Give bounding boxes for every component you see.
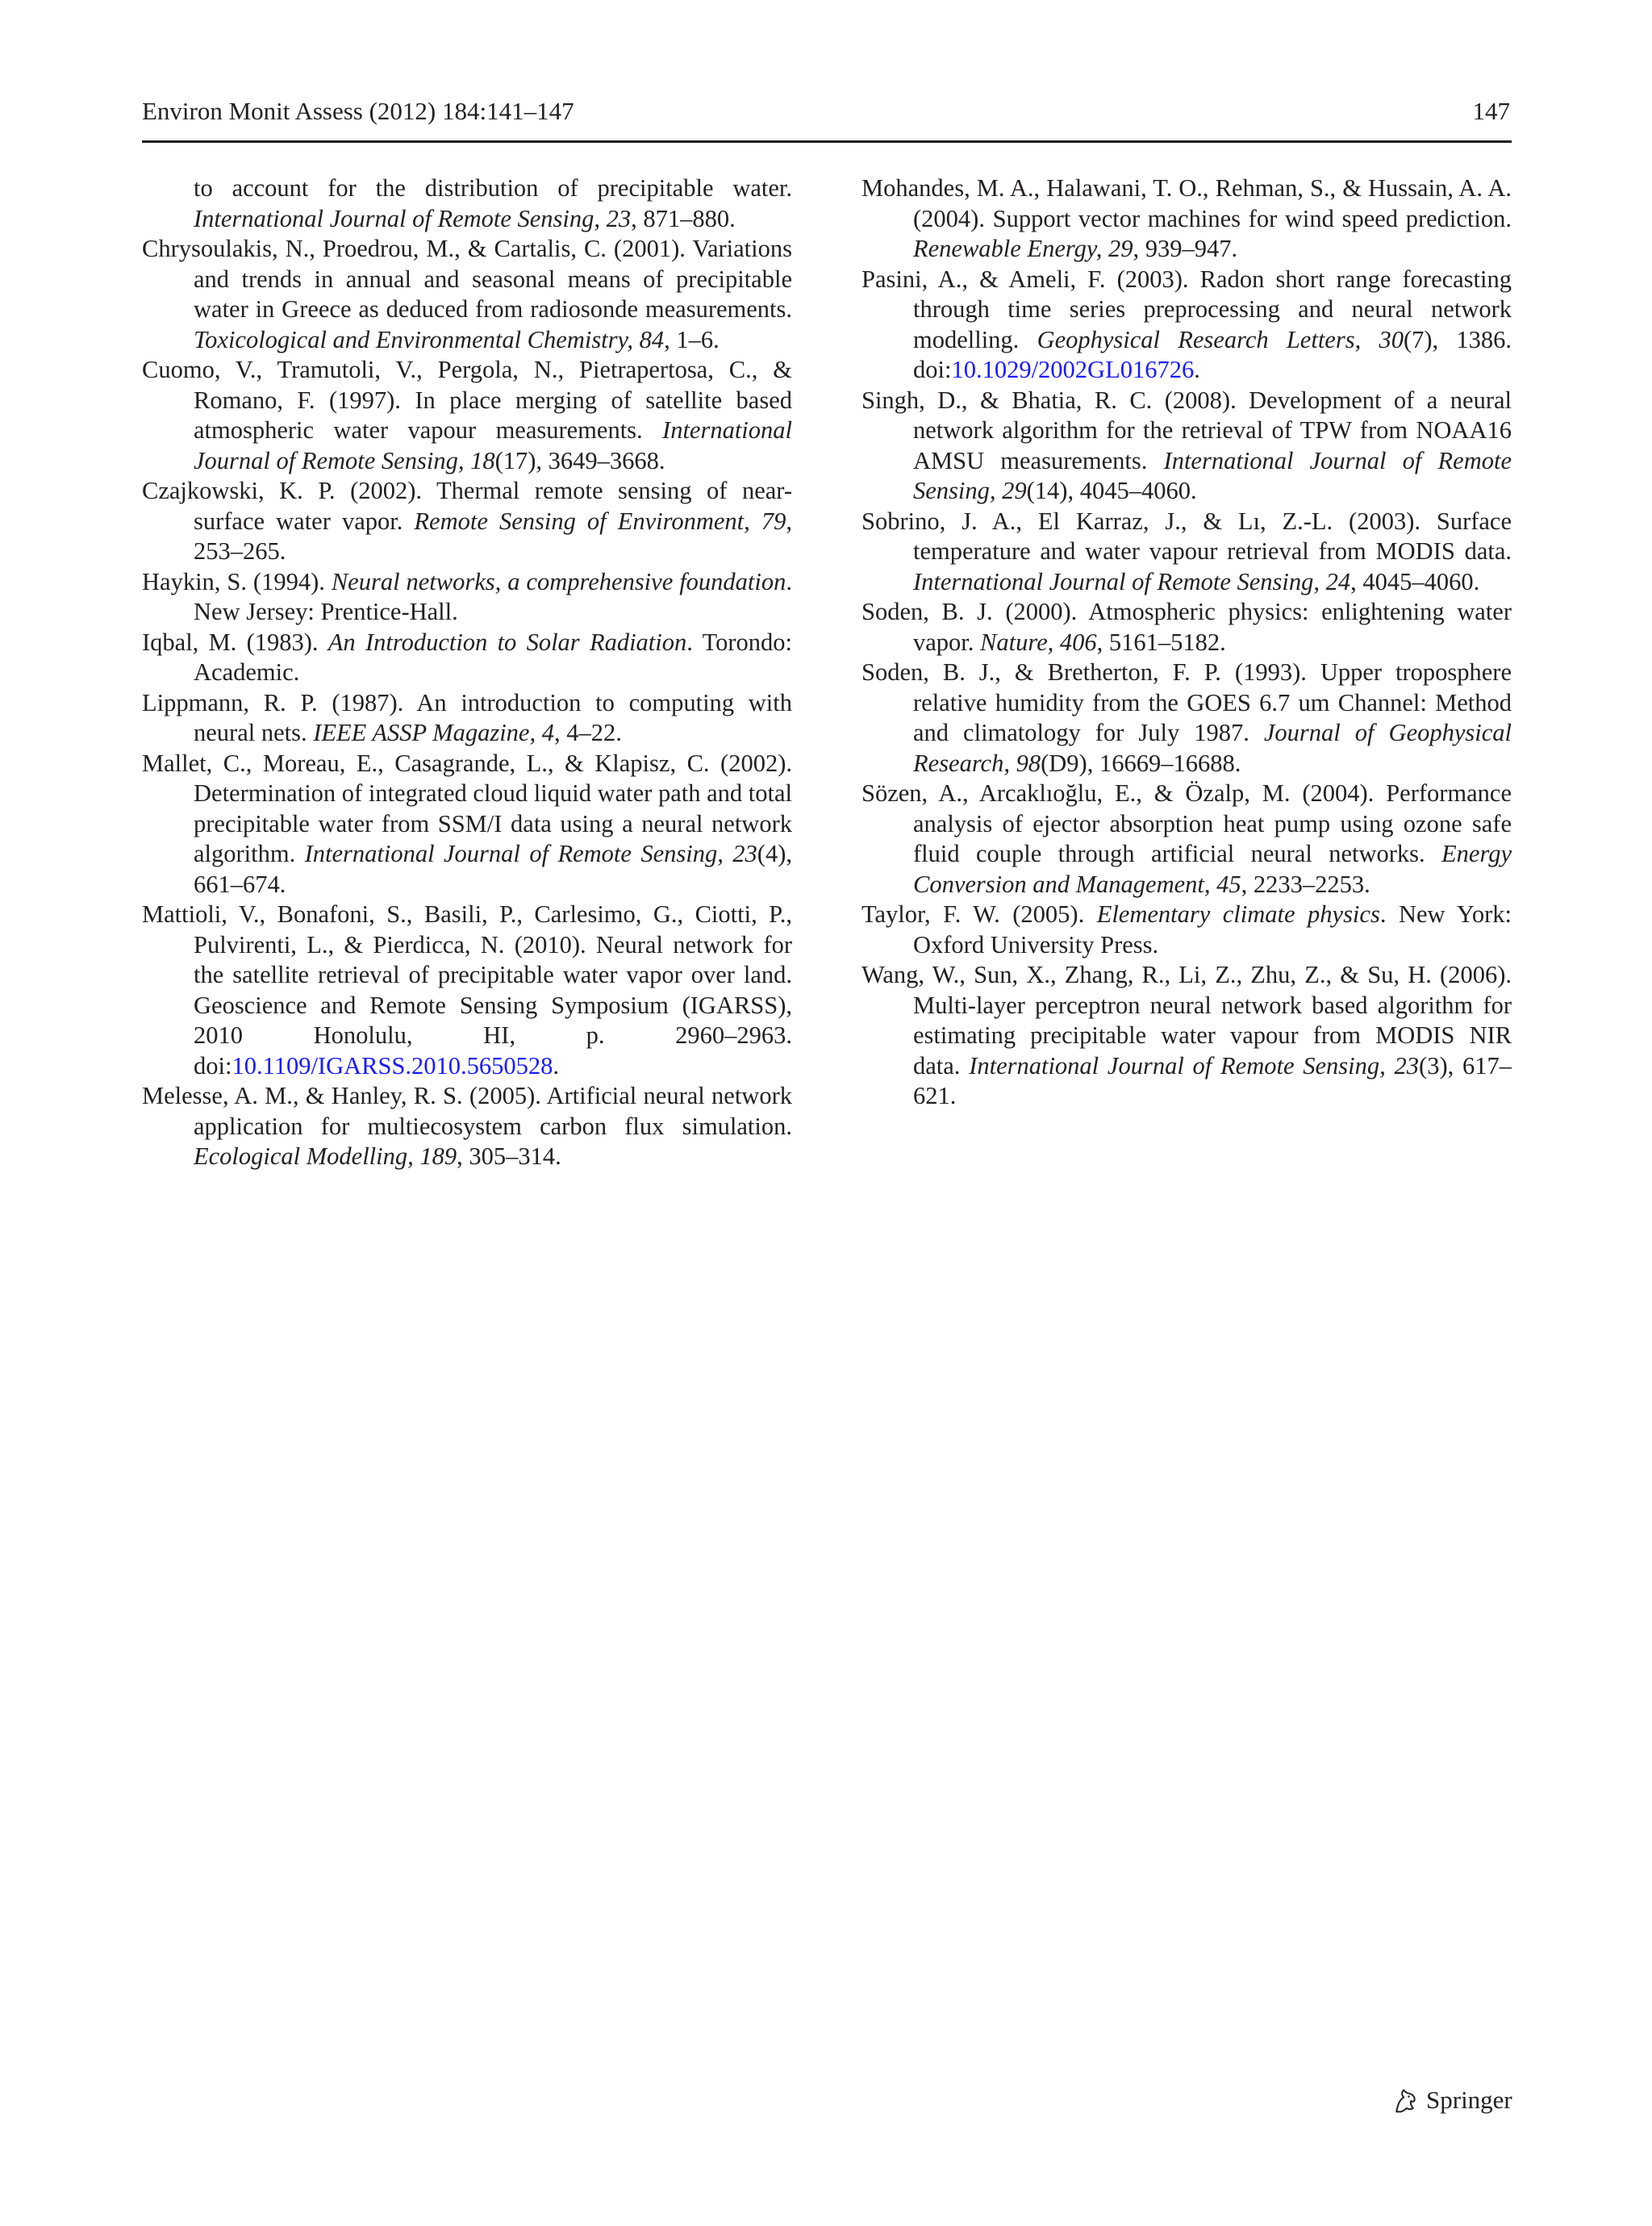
- reference-source: Elementary climate physics: [1096, 900, 1380, 928]
- reference-entry: [861, 960, 1512, 1112]
- reference-text: , 4045–4060.: [1350, 567, 1480, 595]
- reference-text: , 2233–2253.: [1241, 870, 1370, 898]
- reference-text: .: [553, 1051, 560, 1080]
- reference-text: Sobrino, J. A., El Karraz, J., & Lı, Z.-L. (2003). Surface temperature and water vapour retrieval from MODIS data.: [861, 507, 1512, 565]
- reference-source: International Journal of Remote Sensing, 23: [304, 840, 757, 867]
- reference-entry: [861, 265, 1512, 386]
- reference-text: , 871–880.: [631, 204, 736, 232]
- reference-text: Taylor, F. W. (2005).: [861, 900, 1097, 928]
- reference-text: (3), 617–621.: [913, 1051, 1512, 1109]
- reference-text: Mallet, C., Moreau, E., Casagrande, L., & Klapisz, C. (2002). Determination of integrated cloud liquid water path and total precipitable water from SSM/I data using a neural network algorithm.: [142, 749, 792, 867]
- reference-source: Renewable Energy, 29: [913, 235, 1133, 262]
- reference-source: Energy Conversion and Management, 45: [913, 840, 1512, 898]
- reference-source: Journal of Geophysical Research, 98: [913, 719, 1512, 777]
- reference-text: , 305–314.: [457, 1142, 561, 1170]
- reference-text: (7), 1386. doi:: [913, 325, 1512, 383]
- reference-entry: [142, 628, 792, 688]
- reference-entry: [861, 900, 1512, 960]
- reference-text: . New Jersey: Prentice-Hall.: [194, 567, 792, 625]
- reference-source: Toxicological and Environmental Chemistry, 84: [194, 325, 665, 353]
- reference-source: International Journal of Remote Sensing, 24: [913, 567, 1351, 595]
- reference-entry: [142, 688, 792, 749]
- doi-link[interactable]: 10.1109/IGARSS.2010.5650528: [232, 1051, 553, 1080]
- reference-text: , 5161–5182.: [1096, 628, 1226, 656]
- references-right-column: [861, 173, 1512, 1112]
- running-header: [142, 92, 1512, 143]
- publisher-name: Springer: [1426, 2086, 1512, 2114]
- reference-text: Czajkowski, K. P. (2002). Thermal remote sensing of near-surface water vapor.: [142, 477, 792, 535]
- reference-text: Mattioli, V., Bonafoni, S., Basili, P., Carlesimo, G., Ciotti, P., Pulvirenti, L., & Pierdicca, N. (2010). Neural network for the satellite retrieval of precipitable water vapor over land. Geoscience and Remote Sensing Symposium (IGARSS), 2010 Honolulu, HI, p. 2960–2963. doi:: [142, 900, 792, 1080]
- reference-text: Soden, B. J., & Bretherton, F. P. (1993). Upper troposphere relative humidity from the GOES 6.7 um Channel: Method and climatology for July 1987.: [861, 658, 1512, 746]
- reference-text: Singh, D., & Bhatia, R. C. (2008). Development of a neural network algorithm for the retrieval of TPW from NOAA16 AMSU measurements.: [861, 386, 1512, 474]
- publisher-footer: [1391, 2082, 1512, 2119]
- reference-text: Cuomo, V., Tramutoli, V., Pergola, N., Pietrapertosa, C., & Romano, F. (1997). In place merging of satellite based atmospheric water vapour measurements.: [142, 356, 792, 444]
- reference-text: Mohandes, M. A., Halawani, T. O., Rehman, S., & Hussain, A. A. (2004). Support vector machines for wind speed prediction.: [861, 174, 1512, 232]
- reference-continuation: [142, 173, 792, 234]
- reference-text: to account for the distribution of precipitable water.: [194, 174, 792, 202]
- page-number: 147: [1472, 97, 1510, 125]
- reference-text: (4), 661–674.: [194, 840, 792, 898]
- reference-entry: [861, 386, 1512, 507]
- reference-source: Nature, 406: [980, 628, 1097, 656]
- reference-entry: [142, 476, 792, 567]
- reference-entry: [861, 658, 1512, 779]
- reference-text: , 939–947.: [1133, 235, 1238, 262]
- reference-text: Iqbal, M. (1983).: [142, 628, 328, 656]
- reference-text: Wang, W., Sun, X., Zhang, R., Li, Z., Zhu, Z., & Su, H. (2006). Multi-layer perceptron neural network based algorithm for estimating precipitable water vapour from MODIS NIR data.: [861, 961, 1512, 1080]
- reference-source: Remote Sensing of Environment, 79: [414, 507, 786, 535]
- reference-text: , 1–6.: [664, 325, 720, 353]
- reference-text: Melesse, A. M., & Hanley, R. S. (2005). Artificial neural network application for multiecosystem carbon flux simulation.: [142, 1082, 792, 1140]
- reference-source: An Introduction to Solar Radiation: [327, 628, 687, 656]
- reference-source: International Journal of Remote Sensing, 23: [969, 1051, 1420, 1080]
- reference-entry: [142, 355, 792, 476]
- journal-citation: Environ Monit Assess (2012) 184:141–147: [142, 97, 574, 125]
- springer-horse-icon: [1391, 2086, 1420, 2115]
- reference-entry: [142, 1081, 792, 1172]
- reference-entry: [861, 597, 1512, 658]
- doi-link[interactable]: 10.1029/2002GL016726: [951, 356, 1195, 383]
- reference-text: Soden, B. J. (2000). Atmospheric physics: enlightening water vapor.: [861, 598, 1512, 656]
- reference-text: , 4–22.: [553, 719, 622, 746]
- reference-text: (D9), 16669–16688.: [1041, 749, 1241, 777]
- reference-text: Sözen, A., Arcaklıoğlu, E., & Özalp, M. (2004). Performance analysis of ejector absorption heat pump using ozone safe fluid couple through artificial neural networks.: [861, 779, 1512, 867]
- reference-entry: [861, 507, 1512, 598]
- reference-text: Lippmann, R. P. (1987). An introduction to computing with neural nets.: [142, 688, 792, 746]
- reference-source: International Journal of Remote Sensing, 23: [194, 204, 632, 232]
- reference-source: Ecological Modelling, 189: [194, 1142, 457, 1170]
- reference-entry: [142, 900, 792, 1081]
- reference-entry: [861, 779, 1512, 900]
- reference-text: Haykin, S. (1994).: [142, 567, 332, 595]
- reference-source: International Journal of Remote Sensing, 29: [913, 446, 1512, 504]
- reference-text: . Torondo: Academic.: [194, 628, 792, 686]
- references-left-column: [142, 173, 792, 1172]
- reference-entry: [142, 567, 792, 628]
- reference-source: Geophysical Research Letters, 30: [1037, 325, 1404, 353]
- reference-text: (14), 4045–4060.: [1026, 477, 1197, 504]
- reference-text: Chrysoulakis, N., Proedrou, M., & Cartalis, C. (2001). Variations and trends in annual and seasonal means of precipitable water in Greece as deduced from radiosonde measurements.: [142, 235, 792, 323]
- reference-entry: [861, 173, 1512, 265]
- reference-text: . New York: Oxford University Press.: [913, 900, 1512, 958]
- reference-text: .: [1194, 356, 1200, 383]
- reference-source: IEEE ASSP Magazine, 4: [313, 719, 554, 746]
- reference-text: (17), 3649–3668.: [494, 446, 665, 474]
- reference-source: International Journal of Remote Sensing, 18: [194, 416, 792, 474]
- reference-entry: [142, 234, 792, 355]
- reference-entry: [142, 749, 792, 900]
- reference-text: , 253–265.: [194, 507, 792, 565]
- reference-source: Neural networks, a comprehensive foundation: [331, 567, 786, 595]
- reference-text: Pasini, A., & Ameli, F. (2003). Radon short range forecasting through time series preprocessing and neural network modelling.: [861, 265, 1512, 353]
